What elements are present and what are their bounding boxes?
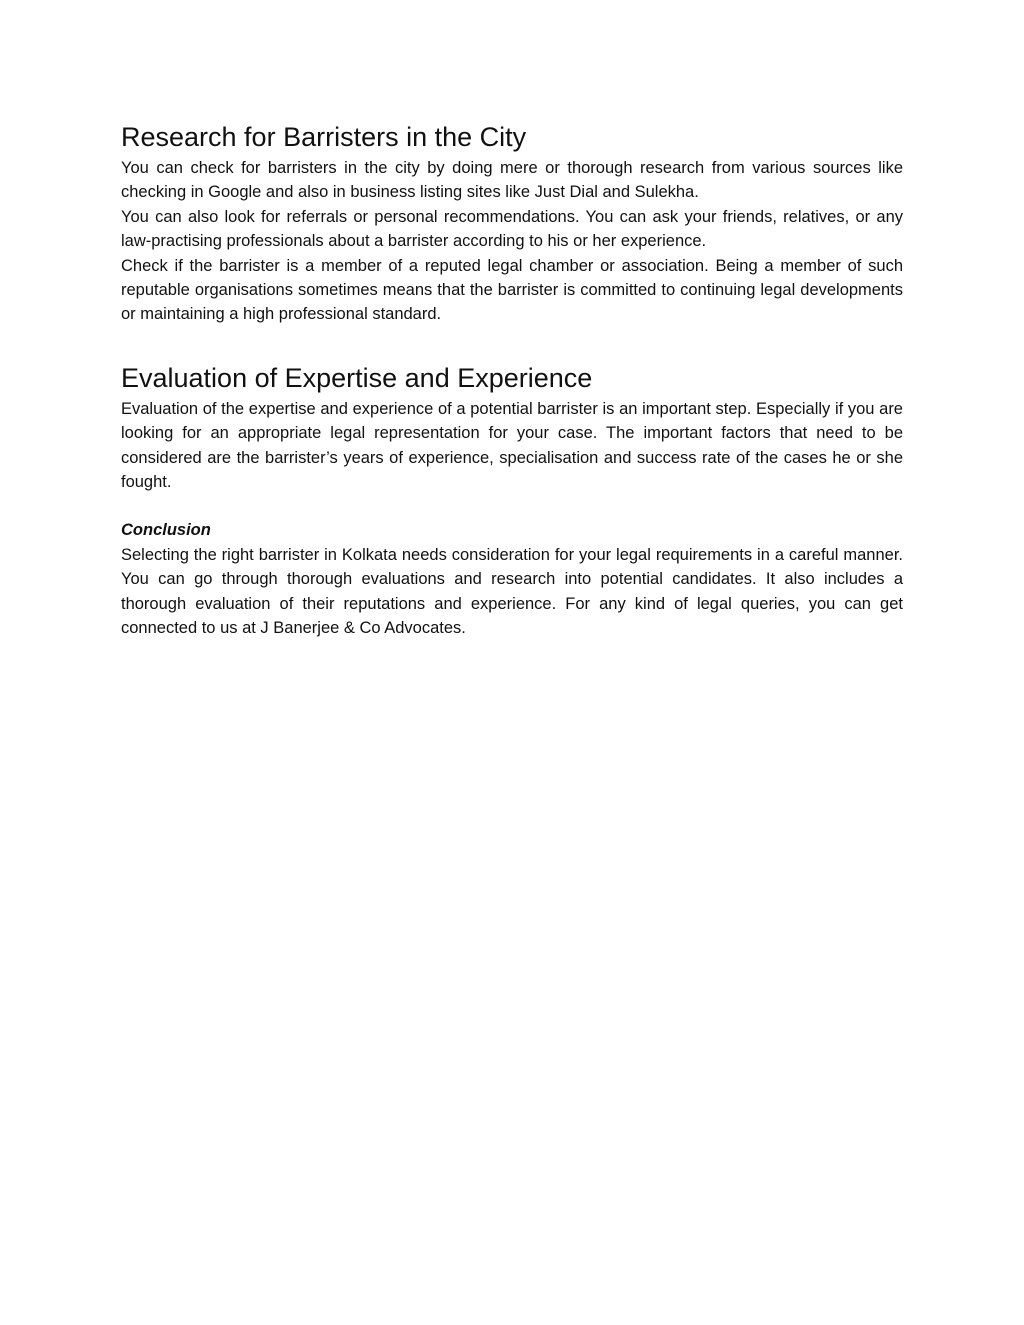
section-heading: Evaluation of Expertise and Experience <box>121 362 593 393</box>
conclusion-paragraph: Selecting the right barrister in Kolkata needs consideration for your legal requirements in a careful manner. You can go through thorough evaluations and research into potential candidates. It also includes a thorough evaluation of their reputations and experience. For any kind of legal queries, you can get connected to us at J Banerjee & Co Advocates. <box>121 545 903 638</box>
paragraph: Check if the barrister is a member of a reputed legal chamber or association. Being a member of such reputable organisations sometimes means that the barrister is committed to continuing legal developments or maintaining a high professional standard. <box>121 256 903 324</box>
paragraph: Evaluation of the expertise and experience of a potential barrister is an important step. Especially if you are looking for an appropriate legal representation for your case. The important factors that need to be considered are the barrister’s years of experience, specialisation and success rate of the cases he or she fought. <box>121 399 903 492</box>
section-heading: Research for Barristers in the City <box>121 122 527 152</box>
section-evaluation <box>121 359 903 495</box>
conclusion-heading: Conclusion <box>121 521 211 540</box>
document-page <box>121 118 903 641</box>
paragraph: You can also look for referrals or personal recommendations. You can ask your friends, relatives, or any law-practising professionals about a barrister according to his or her experience. <box>121 207 903 251</box>
paragraph: You can check for barristers in the city by doing mere or thorough research from various sources like checking in Google and also in business listing sites like Just Dial and Sulekha. <box>121 159 903 202</box>
section-research <box>121 118 903 327</box>
section-conclusion <box>121 518 903 640</box>
